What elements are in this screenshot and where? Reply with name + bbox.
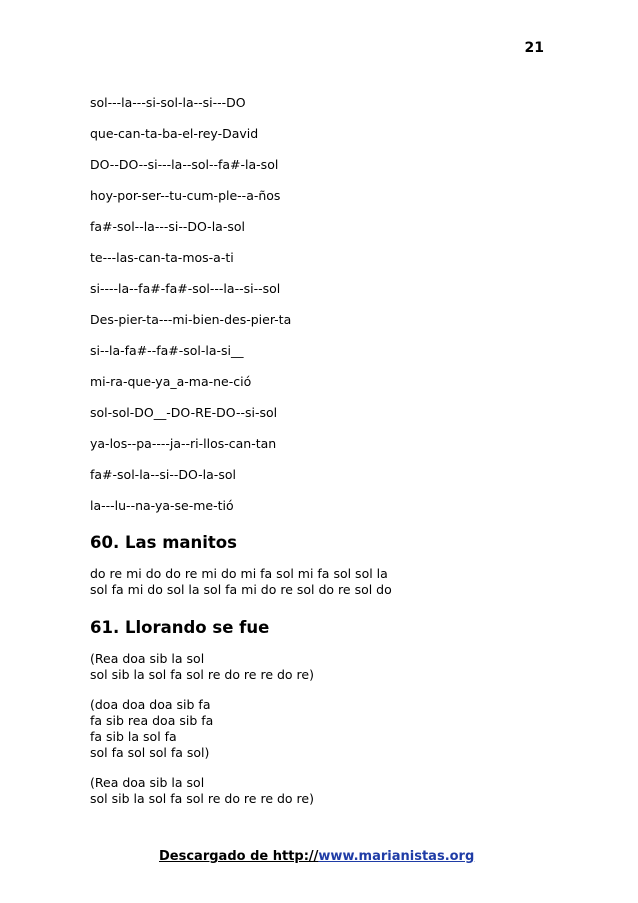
page-number: 21 xyxy=(524,40,544,56)
lyric-line: sol---la---si-sol-la--si---DO xyxy=(90,95,246,110)
page-content xyxy=(90,95,570,821)
lyric-line: te---las-can-ta-mos-a-ti xyxy=(90,250,234,265)
lyric-line: mi-ra-que-ya_a-ma-ne-ció xyxy=(90,374,252,389)
section-60-stanza xyxy=(90,566,570,598)
lyric-line: que-can-ta-ba-el-rey-David xyxy=(90,126,259,141)
footer-prefix: Descargado de http:// xyxy=(159,849,319,864)
section-61-stanza xyxy=(90,697,570,761)
section-60-line: do re mi do do re mi do mi fa sol mi fa sol sol la xyxy=(90,566,388,581)
section-61-stanza xyxy=(90,651,570,683)
lyric-line: fa#-sol-la--si--DO-la-sol xyxy=(90,467,236,482)
section-61-line: (Rea doa sib la sol xyxy=(90,775,205,790)
section-61-line: sol fa sol sol fa sol) xyxy=(90,745,210,760)
section-61-line: sol sib la sol fa sol re do re re do re) xyxy=(90,791,314,806)
section-61-stanzas xyxy=(90,651,570,807)
lyric-line: si----la--fa#-fa#-sol---la--si--sol xyxy=(90,281,281,296)
section-61-line: fa sib rea doa sib fa xyxy=(90,713,214,728)
footer-download-note xyxy=(159,849,474,864)
lyrics-block xyxy=(90,95,570,513)
lyric-line: DO--DO--si---la--sol--fa#-la-sol xyxy=(90,157,279,172)
lyric-line: Des-pier-ta---mi-bien-des-pier-ta xyxy=(90,312,292,327)
section-61-line: (Rea doa sib la sol xyxy=(90,651,205,666)
section-61-title: 61. Llorando se fue xyxy=(90,618,270,637)
section-60-line: sol fa mi do sol la sol fa mi do re sol do re sol do xyxy=(90,582,392,597)
footer-link[interactable]: www.marianistas.org xyxy=(318,849,475,864)
section-61-stanza xyxy=(90,775,570,807)
section-61-line: sol sib la sol fa sol re do re re do re) xyxy=(90,667,314,682)
section-61-line: (doa doa doa sib fa xyxy=(90,697,211,712)
section-61-line: fa sib la sol fa xyxy=(90,729,177,744)
lyric-line: hoy-por-ser--tu-cum-ple--a-ños xyxy=(90,188,281,203)
lyric-line: si--la-fa#--fa#-sol-la-si__ xyxy=(90,343,244,358)
lyric-line: ya-los--pa----ja--ri-llos-can-tan xyxy=(90,436,277,451)
section-60-title: 60. Las manitos xyxy=(90,533,237,552)
lyric-line: fa#-sol--la---si--DO-la-sol xyxy=(90,219,245,234)
lyric-line: sol-sol-DO__-DO-RE-DO--si-sol xyxy=(90,405,278,420)
lyric-line: la---lu--na-ya-se-me-tió xyxy=(90,498,234,513)
